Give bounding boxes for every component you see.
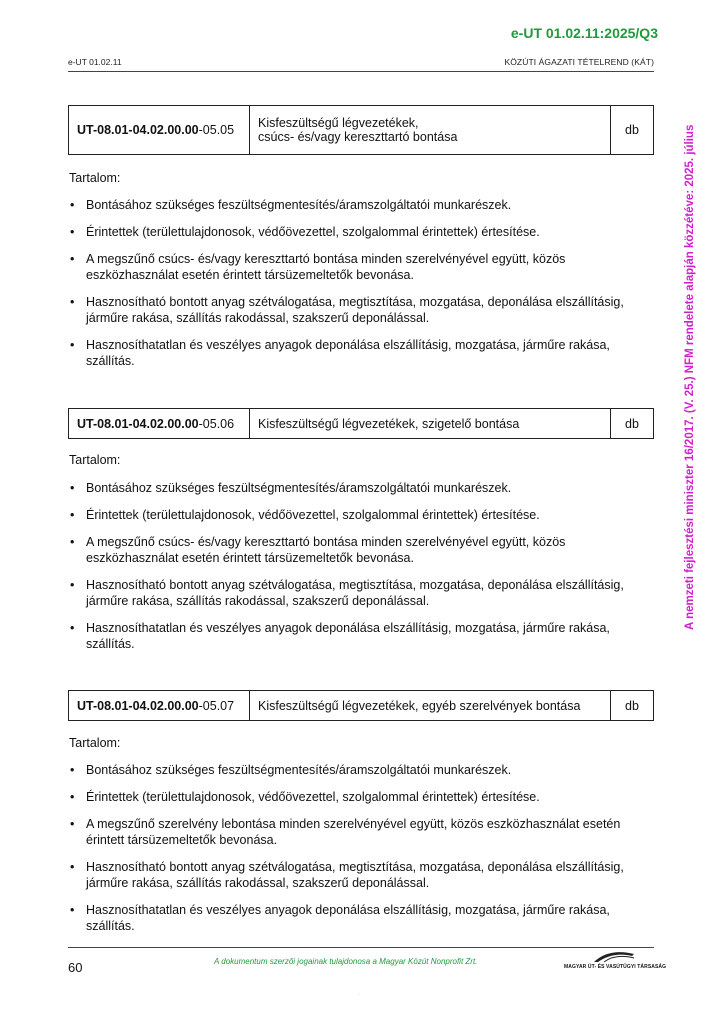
item-unit: db <box>611 409 654 439</box>
item-code: UT-08.01-04.02.00.00-05.05 <box>69 106 250 155</box>
item-table-3 <box>68 690 654 721</box>
list-item: • Érintettek (területtulajdonosok, védőövezettel, szolgalommal érintettek) értesítése. <box>70 508 540 522</box>
bullet-icon: • <box>70 860 75 874</box>
list-item: • Hasznosíthatatlan és veszélyes anyagok deponálása elszállításig, mozgatása, járműre rakása, szállítás. <box>70 621 610 651</box>
bullet-icon: • <box>70 198 75 212</box>
road-swoosh-icon <box>564 950 656 964</box>
bullet-icon: • <box>70 903 75 917</box>
bullet-icon: • <box>70 621 75 635</box>
list-item: • Hasznosíthatatlan és veszélyes anyagok deponálása elszállításig, mozgatása, járműre rakása, szállítás. <box>70 903 610 933</box>
item-description: Kisfeszültségű légvezetékek, egyéb szerelvények bontása <box>250 691 611 721</box>
list-item: • Hasznosítható bontott anyag szétválogatása, megtisztítása, mozgatása, deponálása elszállításig, járműre rakása, szállítás rakodással, szakszerű deponálással. <box>70 578 624 608</box>
tartalom-label: Tartalom: <box>69 736 121 750</box>
bullet-icon: • <box>70 790 75 804</box>
item-table-1 <box>68 105 654 155</box>
item-table-2 <box>68 408 654 439</box>
list-item: • A megszűnő csúcs- és/vagy kereszttartó bontása minden szerelvényével együtt, közös eszközhasználat esetén érintett társüzemeltetők bevonása. <box>70 535 566 565</box>
list-item: • Hasznosítható bontott anyag szétválogatása, megtisztítása, mozgatása, deponálása elszállításig, járműre rakása, szállítás rakodással, szakszerű deponálással. <box>70 860 624 890</box>
bullet-icon: • <box>70 508 75 522</box>
item-code: UT-08.01-04.02.00.00-05.06 <box>69 409 250 439</box>
footer-rule <box>68 947 654 948</box>
content-list-1 <box>68 197 654 380</box>
running-header <box>68 57 654 71</box>
list-item: • Érintettek (területtulajdonosok, védőövezettel, szolgalommal érintettek) értesítése. <box>70 225 540 239</box>
bullet-icon: • <box>70 817 75 831</box>
list-item: • Érintettek (területtulajdonosok, védőövezettel, szolgalommal érintettek) értesítése. <box>70 790 540 804</box>
header-left: e-UT 01.02.11 <box>68 57 122 67</box>
document-id: e-UT 01.02.11:2025/Q3 <box>510 25 658 41</box>
item-description: Kisfeszültségű légvezetékek, szigetelő bontása <box>250 409 611 439</box>
side-note: A nemzeti fejlesztési miniszter 16/2017. (V. 25.) NFM rendelete alapján közzétéve: 2025. július <box>684 124 696 630</box>
list-item: • A megszűnő csúcs- és/vagy kereszttartó bontása minden szerelvényével együtt, közös eszközhasználat esetén érintett társüzemeltetők bevonása. <box>70 252 566 282</box>
logo-text: MAGYAR ÚT- ÉS VASÚTÜGYI TÁRSASÁG <box>564 964 667 970</box>
tartalom-label: Tartalom: <box>69 171 121 185</box>
list-item: • A megszűnő szerelvény lebontása minden szerelvényével együtt, közös eszközhasználat esetén érintett társüzemeltetők bevonása. <box>70 817 621 847</box>
item-code: UT-08.01-04.02.00.00-05.07 <box>69 691 250 721</box>
copyright-notice: A dokumentum szerzői jogainak tulajdonosa a Magyar Közút Nonprofit Zrt. <box>214 957 478 966</box>
list-item: • Hasznosítható bontott anyag szétválogatása, megtisztítása, mozgatása, deponálása elszállításig, járműre rakása, szállítás rakodással, szakszerű deponálással. <box>70 295 624 325</box>
item-description: Kisfeszültségű légvezetékek, csúcs- és/vagy kereszttartó bontása <box>250 106 611 155</box>
header-rule <box>68 71 654 72</box>
item-unit: db <box>611 106 654 155</box>
bullet-icon: • <box>70 295 75 309</box>
content-list-3 <box>68 762 654 945</box>
footer-dot: · <box>358 992 360 998</box>
bullet-icon: • <box>70 252 75 266</box>
item-unit: db <box>611 691 654 721</box>
bullet-icon: • <box>70 763 75 777</box>
list-item: • Bontásához szükséges feszültségmentesítés/áramszolgáltatói munkarészek. <box>70 763 512 777</box>
content-list-2 <box>68 480 654 663</box>
list-item: • Bontásához szükséges feszültségmentesítés/áramszolgáltatói munkarészek. <box>70 481 512 495</box>
bullet-icon: • <box>70 535 75 549</box>
page-number: 60 <box>68 960 83 975</box>
tartalom-label: Tartalom: <box>69 453 121 467</box>
company-logo <box>564 950 667 972</box>
list-item: • Hasznosíthatatlan és veszélyes anyagok deponálása elszállításig, mozgatása, járműre rakása, szállítás. <box>70 338 610 368</box>
list-item: • Bontásához szükséges feszültségmentesítés/áramszolgáltatói munkarészek. <box>70 198 512 212</box>
bullet-icon: • <box>70 481 75 495</box>
header-right: KÖZÚTI ÁGAZATI TÉTELREND (KÁT) <box>504 57 654 67</box>
bullet-icon: • <box>70 225 75 239</box>
bullet-icon: • <box>70 578 75 592</box>
bullet-icon: • <box>70 338 75 352</box>
